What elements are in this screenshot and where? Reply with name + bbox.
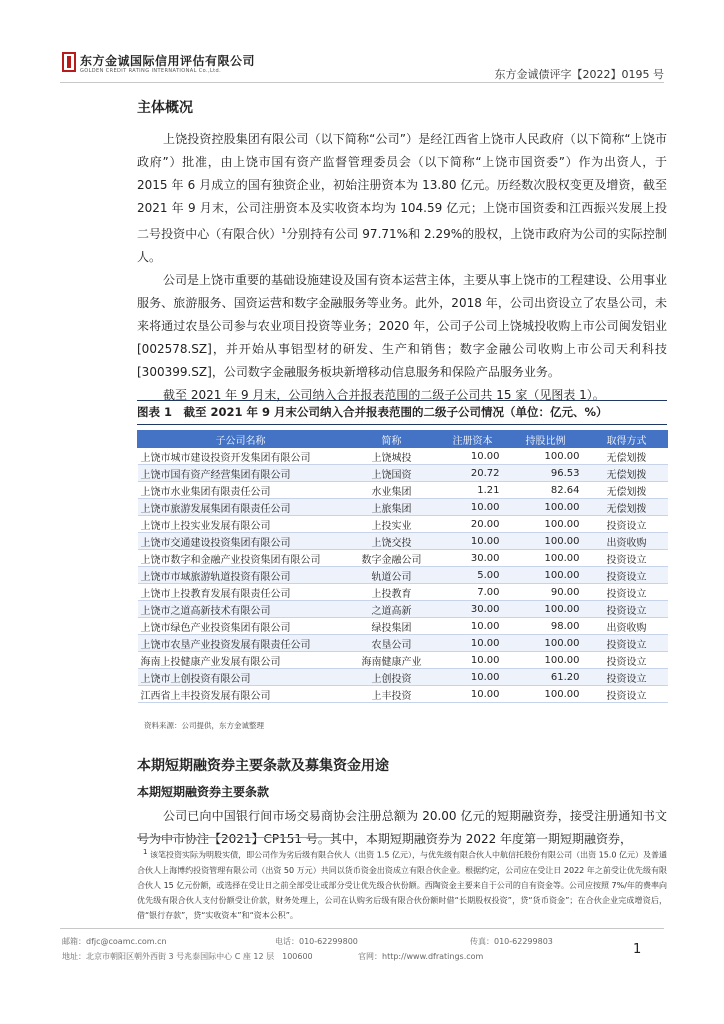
cell-name: 海南上投健康产业发展有限公司 xyxy=(138,652,344,669)
overview-paragraph-1: 上饶投资控股集团有限公司（以下简称“公司”）是经江西省上饶市人民政府（以下简称“上饶市政府”）批准，由上饶市国有资产监督管理委员会（以下简称“上饶市国资委”）作为出资人，于 2015 年 6 月成立的国有独资企业，初始注册资本为 13.80 亿元。历经数次股权变更及增资，截至 2021 年 9 月末，公司注册资本及实收资本均为 104.59 亿元；上饶市国资委和江西振兴发展上投二号投资中心（有限合伙）$^1$分别持有公司 97.71%和 2.29%的股权，上饶市政府为公司的实际控制人。 xyxy=(137,132,667,264)
table-row xyxy=(138,601,668,618)
table-row xyxy=(138,567,668,584)
table-row xyxy=(138,499,668,516)
cell-capital: 7.00 xyxy=(440,584,506,601)
cell-name: 上饶市水业集团有限责任公司 xyxy=(138,482,344,499)
overview-text xyxy=(137,128,667,407)
cell-short: 上旅集团 xyxy=(344,499,440,516)
cell-method: 出资收购 xyxy=(586,533,668,550)
table-row xyxy=(138,635,668,652)
cell-short: 上创投资 xyxy=(344,669,440,686)
cell-name: 上饶市农垦产业投资发展有限责任公司 xyxy=(138,635,344,652)
cell-short: 水业集团 xyxy=(344,482,440,499)
cell-share: 98.00 xyxy=(506,618,586,635)
cell-short: 之道高新 xyxy=(344,601,440,618)
footnote-divider xyxy=(137,837,337,838)
table-row xyxy=(138,652,668,669)
table-header-row xyxy=(138,431,668,448)
cell-share: 82.64 xyxy=(506,482,586,499)
cell-name: 上饶市数字和金融产业投资集团有限公司 xyxy=(138,550,344,567)
cell-share: 100.00 xyxy=(506,686,586,703)
cell-method: 无偿划拨 xyxy=(586,482,668,499)
footer-address: 地址：北京市朝阳区朝外西街 3 号兆泰国际中心 C 座 12 层 100600 xyxy=(62,952,313,961)
cell-capital: 10.00 xyxy=(440,533,506,550)
cell-method: 投资设立 xyxy=(586,635,668,652)
cell-name: 上饶市旅游发展集团有限责任公司 xyxy=(138,499,344,516)
cell-share: 100.00 xyxy=(506,635,586,652)
section-title-overview: 主体概况 xyxy=(137,100,193,116)
cell-short: 上饶交投 xyxy=(344,533,440,550)
cell-capital: 10.00 xyxy=(440,448,506,465)
cell-share: 100.00 xyxy=(506,499,586,516)
cell-capital: 20.00 xyxy=(440,516,506,533)
subsidiaries-table xyxy=(137,430,668,703)
cell-short: 数字金融公司 xyxy=(344,550,440,567)
cell-capital: 10.00 xyxy=(440,669,506,686)
footer-phone: 电话：010-62299800 xyxy=(275,937,358,946)
cell-share: 61.20 xyxy=(506,669,586,686)
table-row xyxy=(138,686,668,703)
cell-short: 上投教育 xyxy=(344,584,440,601)
table-source-note: 资料来源：公司提供，东方金诚整理 xyxy=(144,721,264,730)
cell-share: 100.00 xyxy=(506,567,586,584)
terms-paragraph-1: 公司已向中国银行间市场交易商协会注册总额为 20.00 亿元的短期融资券，接受注册通知书文号为中市协注【2021】CP151 号。其中，本期短期融资券为 2022 年度第一期短期融资券， xyxy=(137,809,667,846)
footer-website[interactable]: 官网：http://www.dfratings.com xyxy=(358,952,484,961)
table-row xyxy=(138,465,668,482)
cell-short: 上投实业 xyxy=(344,516,440,533)
cell-method: 无偿划拨 xyxy=(586,499,668,516)
cell-method: 投资设立 xyxy=(586,669,668,686)
cell-method: 投资设立 xyxy=(586,550,668,567)
col-header-capital: 注册资本 xyxy=(440,431,506,448)
table-row xyxy=(138,669,668,686)
table-row xyxy=(138,550,668,567)
cell-capital: 10.00 xyxy=(440,652,506,669)
cell-share: 96.53 xyxy=(506,465,586,482)
cell-name: 上饶市交通建设投资集团有限公司 xyxy=(138,533,344,550)
col-header-name: 子公司名称 xyxy=(138,431,344,448)
cell-method: 投资设立 xyxy=(586,567,668,584)
cell-name: 上饶市上创投资有限公司 xyxy=(138,669,344,686)
footer-divider xyxy=(60,928,664,929)
subsection-title-terms: 本期短期融资券主要条款 xyxy=(137,785,270,799)
company-name-cn: 东方金诚国际信用评估有限公司 xyxy=(80,54,256,68)
cell-share: 90.00 xyxy=(506,584,586,601)
cell-capital: 5.00 xyxy=(440,567,506,584)
company-logo-icon xyxy=(62,52,76,72)
cell-name: 上饶市国有资产经营集团有限公司 xyxy=(138,465,344,482)
cell-name: 上饶市绿色产业投资集团有限公司 xyxy=(138,618,344,635)
cell-share: 100.00 xyxy=(506,601,586,618)
cell-capital: 10.00 xyxy=(440,618,506,635)
footer-email: 邮箱：dfjc@coamc.com.cn xyxy=(62,937,167,946)
cell-short: 海南健康产业 xyxy=(344,652,440,669)
footnote-text: 该笔投资实际为明股实债，即公司作为劣后级有限合伙人（出资 1.5 亿元），与优先级有限合伙人中航信托股份有限公司（出资 15.0 亿元）及普通合伙人上海博约投资管理有限公司（出资 50 万元）共同以货币资金出资成立有限合伙企业。根据约定，公司应在受让日 2022 年之前受让优先级有限合伙人 15 亿元份额，或选择在受让日之前全部受让或部分受让优先级合伙份额。西陶资金主要来自于公司的自有资金等。公司应按照 7%/年的费率向优先级有限合伙人支付份额受让价款，财务处理上，公司在认购劣后级有限合伙份额时借“长期股权投资”，贷“货币资金”；在合伙企业完成增资后，借“银行存款”，贷“实收资本”和“资本公积”。 xyxy=(137,850,668,920)
cell-method: 无偿划拨 xyxy=(586,465,668,482)
table-row xyxy=(138,516,668,533)
cell-short: 上饶城投 xyxy=(344,448,440,465)
cell-short: 上丰投资 xyxy=(344,686,440,703)
figure-top-rule xyxy=(137,400,667,401)
cell-method: 投资设立 xyxy=(586,584,668,601)
table-row xyxy=(138,448,668,465)
cell-name: 上饶市之道高新技术有限公司 xyxy=(138,601,344,618)
cell-name: 上饶市上投实业发展有限公司 xyxy=(138,516,344,533)
cell-name: 上饶市上投教育发展有限责任公司 xyxy=(138,584,344,601)
overview-paragraph-3: 截至 2021 年 9 月末，公司纳入合并报表范围的二级子公司共 15 家（见图表 1）。 xyxy=(163,388,605,402)
cell-capital: 20.72 xyxy=(440,465,506,482)
company-name-en: GOLDEN CREDIT RATING INTERNATIONAL Co.,Ltd. xyxy=(80,68,222,74)
figure-title-rule xyxy=(137,424,667,425)
col-header-share: 持股比例 xyxy=(506,431,586,448)
cell-short: 绿投集团 xyxy=(344,618,440,635)
cell-method: 无偿划拨 xyxy=(586,448,668,465)
footer-fax: 传真：010-62299803 xyxy=(470,937,553,946)
cell-name: 上饶市城市建设投资开发集团有限公司 xyxy=(138,448,344,465)
cell-method: 投资设立 xyxy=(586,652,668,669)
cell-share: 100.00 xyxy=(506,550,586,567)
cell-share: 100.00 xyxy=(506,448,586,465)
footnote-ref[interactable]: 1 xyxy=(281,227,287,235)
cell-share: 100.00 xyxy=(506,533,586,550)
cell-method: 出资收购 xyxy=(586,618,668,635)
table-row xyxy=(138,618,668,635)
cell-name: 上饶市市域旅游轨道投资有限公司 xyxy=(138,567,344,584)
cell-short: 农垦公司 xyxy=(344,635,440,652)
col-header-short: 简称 xyxy=(344,431,440,448)
cell-capital: 1.21 xyxy=(440,482,506,499)
cell-share: 100.00 xyxy=(506,516,586,533)
cell-short: 轨道公司 xyxy=(344,567,440,584)
page-number: 1 xyxy=(633,942,642,957)
cell-capital: 30.00 xyxy=(440,550,506,567)
table-row xyxy=(138,533,668,550)
col-header-method: 取得方式 xyxy=(586,431,668,448)
table-row xyxy=(138,482,668,499)
cell-capital: 10.00 xyxy=(440,686,506,703)
overview-paragraph-2: 公司是上饶市重要的基础设施建设及国有资本运营主体，主要从事上饶市的工程建设、公用事业服务、旅游服务、国资运营和数字金融服务等业务。此外，2018 年，公司出资设立了农垦公司，未来将通过农垦公司参与农业项目投资等业务；2020 年，公司子公司上饶城投收购上市公司闽发铝业[002578.SZ]，并开始从事铝型材的研发、生产和销售；数字金融公司收购上市公司天利科技[300399.SZ]，公司数字金融服务板块新增移动信息服务和保险产品服务业务。 xyxy=(137,273,668,379)
figure-1-title: 图表 1 截至 2021 年 9 月末公司纳入合并报表范围的二级子公司情况（单位：亿元、%） xyxy=(137,405,608,419)
cell-short: 上饶国资 xyxy=(344,465,440,482)
cell-capital: 10.00 xyxy=(440,499,506,516)
cell-method: 投资设立 xyxy=(586,686,668,703)
cell-method: 投资设立 xyxy=(586,516,668,533)
cell-capital: 10.00 xyxy=(440,635,506,652)
footnote xyxy=(137,845,667,923)
table-row xyxy=(138,584,668,601)
report-reference: 东方金诚债评字【2022】0195 号 xyxy=(494,68,664,81)
cell-method: 投资设立 xyxy=(586,601,668,618)
section-title-terms: 本期短期融资券主要条款及募集资金用途 xyxy=(137,758,389,774)
header-divider xyxy=(60,82,664,83)
cell-share: 100.00 xyxy=(506,652,586,669)
footnote-marker: 1 xyxy=(143,848,148,856)
cell-capital: 30.00 xyxy=(440,601,506,618)
cell-name: 江西省上丰投资发展有限公司 xyxy=(138,686,344,703)
